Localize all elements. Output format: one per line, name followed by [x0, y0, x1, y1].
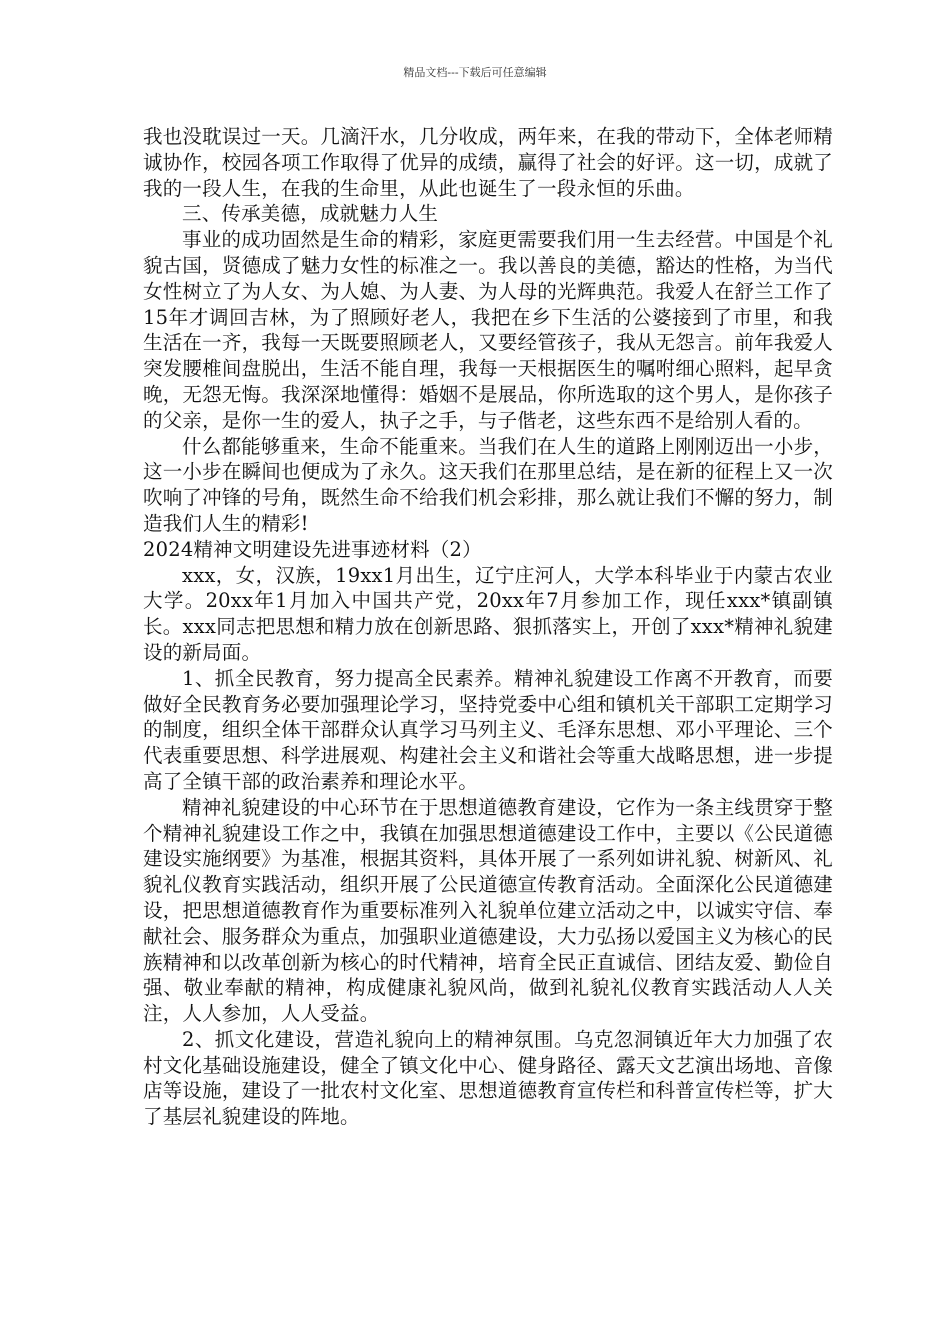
paragraph-conclusion: 什么都能够重来，生命不能重来。当我们在人生的道路上刚刚迈出一小步，这一小步在瞬间也便成为了永久。这天我们在那里总结，是在新的征程上又一次吹响了冲锋的号角，既然生命不给我们机会彩排，那么就让我们不懈的努力，制造我们人生的精彩! [143, 434, 833, 535]
paragraph-continuation: 我也没耽误过一天。几滴汗水，几分收成，两年来，在我的带动下，全体老师精诚协作，校园各项工作取得了优异的成绩，赢得了社会的好评。这一切，成就了我的一段人生，在我的生命里，从此也诞生了一段永恒的乐曲。 [143, 125, 833, 200]
page-header: 精品文档---下载后可任意编辑 [403, 66, 547, 79]
paragraph-education: 1、抓全民教育，努力提高全民素养。精神礼貌建设工作离不开教育，而要做好全民教育务必要加强理论学习，坚持党委中心组和镇机关干部职工定期学习的制度，组织全体干部群众认真学习马列主义、毛泽东思想、邓小平理论、三个代表重要思想、科学进展观、构建社会主义和谐社会等重大战略思想，进一步提高了全镇干部的政治素养和理论水平。 [143, 666, 833, 793]
paragraph-profile: xxx，女，汉族，19xx1月出生，辽宁庄河人，大学本科毕业于内蒙古农业大学。20xx年1月加入中国共产党，20xx年7月参加工作，现任xxx*镇副镇长。xxx同志把思想和精力放在创新思路、狠抓落实上，开创了xxx*精神礼貌建设的新局面。 [143, 563, 833, 664]
section-heading-3: 三、传承美德，成就魅力人生 [182, 202, 439, 226]
paragraph-family: 事业的成功固然是生命的精彩，家庭更需要我们用一生去经营。中国是个礼貌古国，贤德成了魅力女性的标准之一。我以善良的美德，豁达的性格，为当代女性树立了为人女、为人媳、为人妻、为人母的光辉典范。我爱人在舒兰工作了15年才调回吉林，为了照顾好老人，我把在乡下生活的公婆接到了市里，和我生活在一齐，我每一天既要照顾老人，又要经管孩子，我从无怨言。前年我爱人突发腰椎间盘脱出，生活不能自理，我每一天根据医生的嘱咐细心照料，起早贪晚，无怨无悔。我深深地懂得：婚姻不是展品，你所选取的这个男人，是你孩子的父亲，是你一生的爱人，执子之手，与子偕老，这些东西不是给别人看的。 [143, 228, 833, 432]
document-body [143, 124, 833, 1130]
paragraph-culture: 2、抓文化建设，营造礼貌向上的精神氛围。乌克忽洞镇近年大力加强了农村文化基础设施建设，健全了镇文化中心、健身路径、露天文艺演出场地、音像店等设施，建设了一批农村文化室、思想道德教育宣传栏和科普宣传栏等，扩大了基层礼貌建设的阵地。 [143, 1027, 833, 1129]
document-title-2: 2024精神文明建设先进事迹材料（2） [143, 537, 482, 561]
paragraph-moral-education: 精神礼貌建设的中心环节在于思想道德教育建设，它作为一条主线贯穿于整个精神礼貌建设工作之中，我镇在加强思想道德建设工作中，主要以《公民道德建设实施纲要》为基准，根据其资料，具体开展了一系列如讲礼貌、树新风、礼貌礼仪教育实践活动，组织开展了公民道德宣传教育活动。全面深化公民道德建设，把思想道德教育作为重要标准列入礼貌单位建立活动之中，以诚实守信、奉献社会、服务群众为重点，加强职业道德建设，大力弘扬以爱国主义为核心的民族精神和以改革创新为核心的时代精神，培育全民正直诚信、团结友爱、勤俭自强、敬业奉献的精神，构成健康礼貌风尚，做到礼貌礼仪教育实践活动人人关注，人人参加，人人受益。 [143, 795, 833, 1026]
